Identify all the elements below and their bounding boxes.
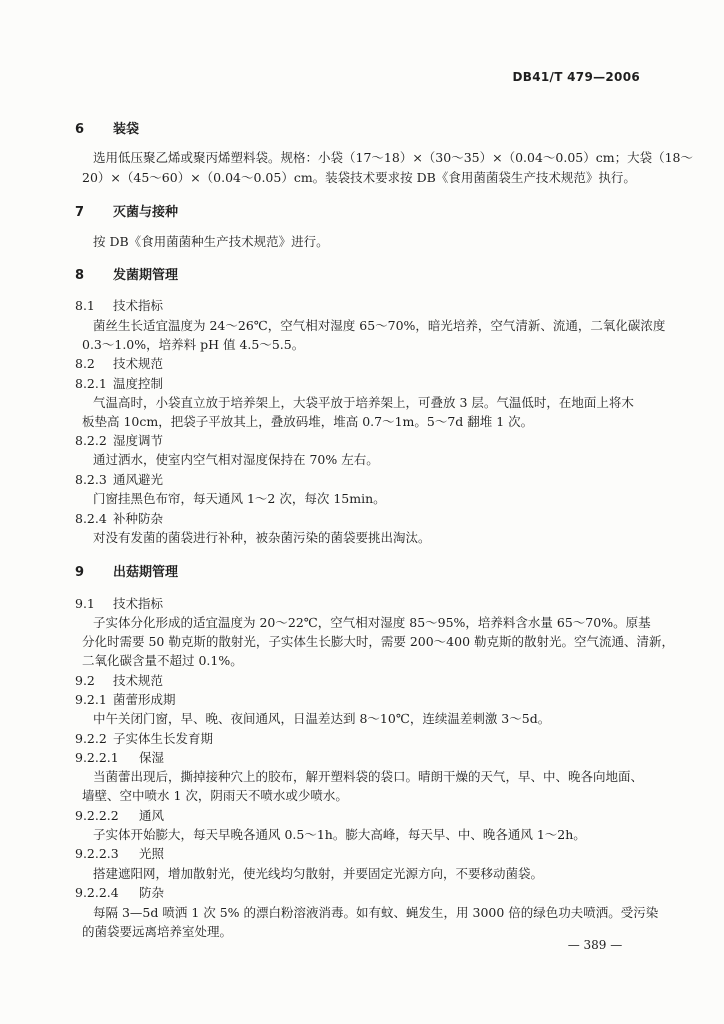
section-number: 6 [75, 122, 85, 137]
page-number: — 389 — [567, 938, 623, 952]
subheading-8-2-3 [75, 472, 163, 488]
subheading-text: 子实体生长发育期 [113, 731, 214, 746]
subheading-text: 保湿 [139, 750, 165, 765]
subheading-9-2 [75, 673, 163, 689]
heading-7 [75, 205, 178, 221]
paragraph-line: 每隔 3—5d 喷洒 1 次 5% 的漂白粉溶液消毒。如有蚊、蝇发生，用 3000 倍的绿色功夫喷洒。受污染 [93, 905, 659, 920]
paragraph-line: 分化时需要 50 勒克斯的散射光，子实体生长膨大时，需要 200～400 勒克斯的散射光。空气流通、清新， [82, 634, 675, 649]
section-number: 9.2.2.4 [75, 885, 119, 900]
subheading-text: 光照 [139, 846, 165, 861]
paragraph-line: 二氧化碳含量不超过 0.1%。 [82, 653, 243, 668]
section-number: 8.2.1 [75, 376, 107, 391]
section-number: 9.2.2 [75, 731, 107, 746]
section-number: 9 [75, 565, 85, 580]
heading-text: 发菌期管理 [113, 268, 179, 283]
section-number: 8 [75, 268, 85, 283]
subheading-9-2-2-4 [75, 885, 164, 901]
section-number: 9.2.1 [75, 692, 107, 707]
paragraph-line: 选用低压聚乙烯或聚丙烯塑料袋。规格：小袋（17～18）×（30～35）×（0.04～0.05）cm；大袋（18～ [93, 150, 693, 165]
heading-6 [75, 122, 139, 138]
subheading-8-2-4 [75, 511, 163, 527]
subheading-text: 通风 [139, 808, 165, 823]
subheading-text: 补种防杂 [113, 511, 164, 526]
subheading-text: 菌蕾形成期 [113, 692, 176, 707]
section-number: 9.1 [75, 596, 95, 611]
subheading-8-2-2 [75, 433, 163, 449]
heading-8 [75, 268, 178, 284]
paragraph-line: 子实体开始膨大，每天早晚各通风 0.5～1h。膨大高峰，每天早、中、晚各通风 1～2h。 [93, 827, 586, 842]
subheading-8-1 [75, 298, 163, 314]
subheading-9-2-2-2 [75, 808, 164, 824]
subheading-text: 湿度调节 [113, 433, 164, 448]
section-number: 8.2.4 [75, 511, 107, 526]
section-number: 8.2.2 [75, 433, 107, 448]
section-number: 9.2 [75, 673, 95, 688]
paragraph-line: 板垫高 10cm，把袋子平放其上，叠放码堆，堆高 0.7～1m。5～7d 翻堆 1 次。 [82, 414, 534, 429]
subheading-text: 技术规范 [113, 673, 164, 688]
heading-text: 灭菌与接种 [113, 205, 179, 220]
paragraph-line: 气温高时，小袋直立放于培养架上，大袋平放于培养架上，可叠放 3 层。气温低时，在地面上将木 [93, 395, 634, 410]
paragraph-line: 的菌袋要远离培养室处理。 [82, 924, 233, 939]
subheading-text: 防杂 [139, 885, 165, 900]
heading-9 [75, 565, 178, 581]
subheading-text: 通风避光 [113, 472, 164, 487]
subheading-text: 技术指标 [113, 298, 164, 313]
paragraph-line: 墙壁、空中喷水 1 次，阴雨天不喷水或少喷水。 [82, 788, 348, 803]
subheading-9-2-2 [75, 731, 213, 747]
subheading-8-2-1 [75, 376, 163, 392]
heading-text: 出菇期管理 [113, 565, 179, 580]
standard-number: DB41/T 479—2006 [512, 70, 640, 84]
paragraph-line: 菌丝生长适宜温度为 24～26℃，空气相对湿度 65～70%，暗光培养，空气清新、流通，二氧化碳浓度 [93, 318, 666, 333]
subheading-9-1 [75, 596, 163, 612]
subheading-9-2-2-3 [75, 846, 164, 862]
subheading-text: 温度控制 [113, 376, 164, 391]
paragraph-line: 中午关闭门窗，早、晚、夜间通风，日温差达到 8～10℃，连续温差刺激 3～5d。 [93, 711, 551, 726]
paragraph-line: 搭建遮阳网，增加散射光，使光线均匀散射，并要固定光源方向，不要移动菌袋。 [93, 866, 544, 881]
paragraph-line: 20）×（45～60）×（0.04～0.05）cm。装袋技术要求按 DB《食用菌菌袋生产技术规范》执行。 [82, 170, 636, 185]
paragraph-line: 0.3～1.0%，培养料 pH 值 4.5～5.5。 [82, 337, 305, 352]
subheading-9-2-1 [75, 692, 176, 708]
section-number: 9.2.2.3 [75, 846, 119, 861]
section-number: 9.2.2.2 [75, 808, 119, 823]
paragraph-line: 按 DB《食用菌菌种生产技术规范》进行。 [93, 234, 329, 249]
section-number: 8.2.3 [75, 472, 107, 487]
subheading-text: 技术指标 [113, 596, 164, 611]
section-number: 8.2 [75, 356, 95, 371]
paragraph-line: 通过洒水，使室内空气相对湿度保持在 70% 左右。 [93, 452, 379, 467]
subheading-9-2-2-1 [75, 750, 164, 766]
heading-text: 装袋 [113, 122, 140, 137]
subheading-text: 技术规范 [113, 356, 164, 371]
paragraph-line: 对没有发菌的菌袋进行补种，被杂菌污染的菌袋要挑出淘汰。 [93, 530, 431, 545]
paragraph-line: 子实体分化形成的适宜温度为 20～22℃，空气相对湿度 85～95%，培养料含水量 65～70%。原基 [93, 615, 651, 630]
subheading-8-2 [75, 356, 163, 372]
section-number: 8.1 [75, 298, 95, 313]
paragraph-line: 当菌蕾出现后，撕掉接种穴上的胶布，解开塑料袋的袋口。晴朗干燥的天气，早、中、晚各向地面、 [93, 769, 644, 784]
paragraph-line: 门窗挂黑色布帘，每天通风 1～2 次，每次 15min。 [93, 491, 386, 506]
section-number: 9.2.2.1 [75, 750, 119, 765]
section-number: 7 [75, 205, 85, 220]
